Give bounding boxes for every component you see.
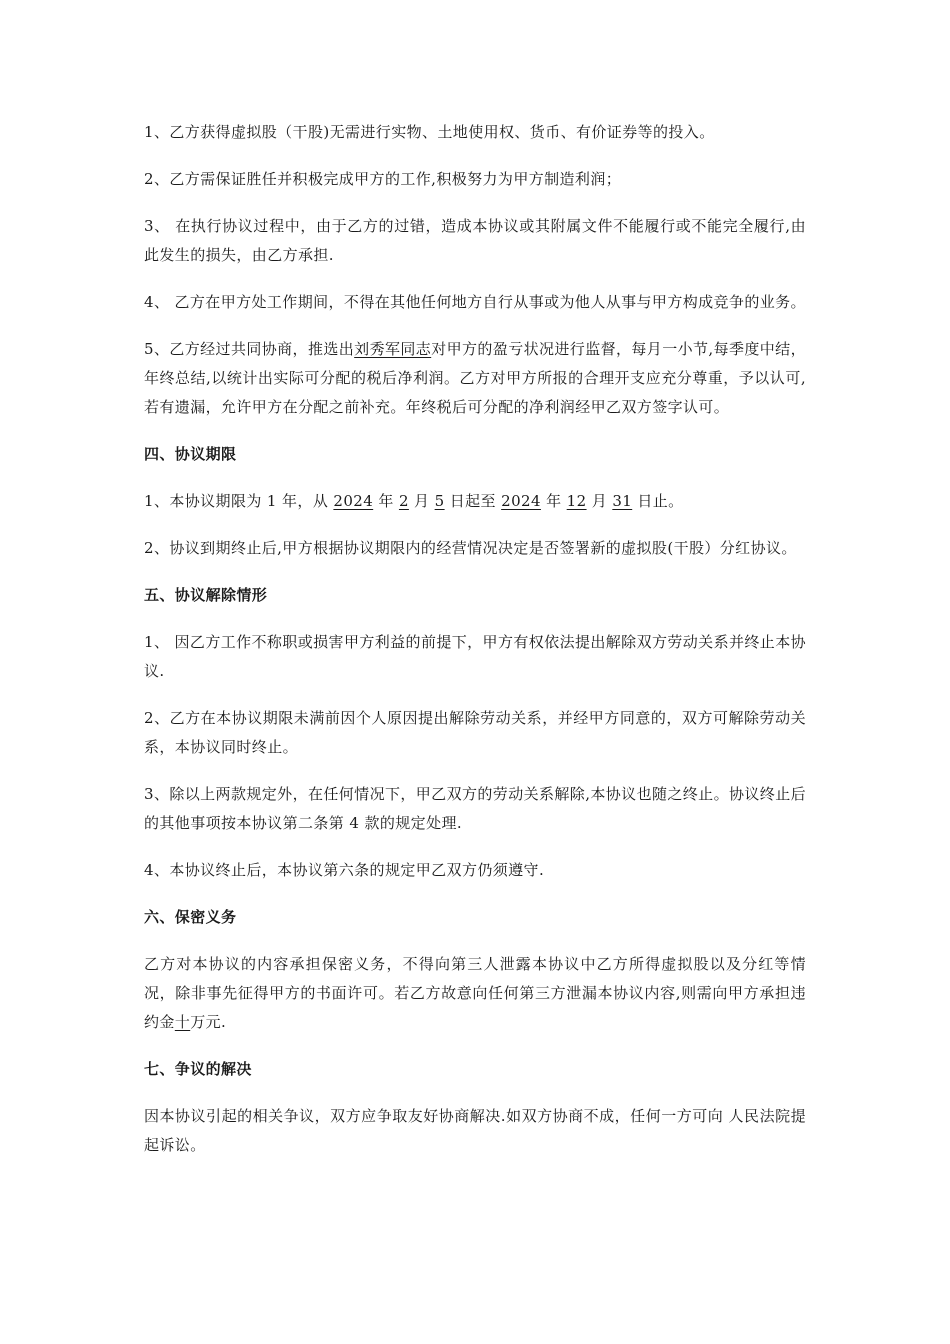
section-5-heading: 五、协议解除情形 <box>144 586 268 604</box>
confidentiality-text: 乙方对本协议的内容承担保密义务，不得向第三人泄露本协议中乙方所得虚拟股以及分红等情况，除非事先征得甲方的书面许可。若乙方故意向任何第三方泄漏本协议内容,则需向甲方承担违约金 <box>144 955 806 1031</box>
start-day: 5 <box>434 492 445 510</box>
term-text: 年 <box>373 492 399 510</box>
clause-3-item-1: 1、乙方获得虚拟股（干股)无需进行实物、土地使用权、货币、有价证券等的投入。 <box>144 123 715 141</box>
section-4-heading: 四、协议期限 <box>144 445 237 463</box>
clause-3-item-3: 3、 在执行协议过程中，由于乙方的过错，造成本协议或其附属文件不能履行或不能完全履行,由此发生的损失，由乙方承担. <box>144 217 806 264</box>
supervisor-name: 刘秀军同志 <box>354 340 432 358</box>
clause-3-item-4: 4、 乙方在甲方处工作期间，不得在其他任何地方自行从事或为他人从事与甲方构成竞争的业务。 <box>144 293 806 311</box>
term-text: 月 <box>586 492 613 510</box>
term-text: 月 <box>408 492 435 510</box>
term-text: 1、本协议期限为 1 年，从 <box>144 492 334 510</box>
clause-4-item-1 <box>144 487 806 516</box>
end-day: 31 <box>612 492 633 510</box>
start-year: 2024 <box>333 492 374 510</box>
term-text: 日止。 <box>632 492 684 510</box>
confidentiality-text-end: 万元. <box>190 1013 227 1031</box>
term-text: 日起至 <box>444 492 502 510</box>
section-6-heading: 六、保密义务 <box>144 908 237 926</box>
clause-3-item-5-pre: 5、乙方经过共同协商，推选出 <box>144 340 355 358</box>
clause-5-item-3: 3、除以上两款规定外，在任何情况下，甲乙双方的劳动关系解除,本协议也随之终止。协议终止后的其他事项按本协议第二条第 4 款的规定处理. <box>144 785 806 832</box>
clause-3-item-2: 2、乙方需保证胜任并积极完成甲方的工作,积极努力为甲方制造利润； <box>144 170 622 188</box>
section-7-heading: 七、争议的解决 <box>144 1060 252 1078</box>
end-month: 12 <box>566 492 587 510</box>
clause-5-item-1: 1、 因乙方工作不称职或损害甲方利益的前提下，甲方有权依法提出解除双方劳动关系并终止本协议. <box>144 633 806 680</box>
start-month: 2 <box>398 492 409 510</box>
term-text: 年 <box>540 492 567 510</box>
clause-7-text: 因本协议引起的相关争议，双方应争取友好协商解决.如双方协商不成，任何一方可向 人民法院提起诉讼。 <box>144 1107 806 1154</box>
clause-3-item-5 <box>144 335 806 422</box>
clause-4-item-2: 2、协议到期终止后,甲方根据协议期限内的经营情况决定是否签署新的虚拟股(干股）分红协议。 <box>144 539 797 557</box>
clause-3-item-5-post: 对甲方的盈亏状况进行监督，每月一小节,每季度中结，年终总结,以统计出实际可分配的税后净利润。乙方对甲方所报的合理开支应充分尊重，予以认可,若有遗漏，允许甲方在分配之前补充。年终税后可分配的净利润经甲乙双方签字认可。 <box>144 340 806 416</box>
clause-5-item-2: 2、乙方在本协议期限未满前因个人原因提出解除劳动关系，并经甲方同意的，双方可解除劳动关系，本协议同时终止。 <box>144 709 806 756</box>
end-year: 2024 <box>501 492 541 510</box>
penalty-amount: 十 <box>174 1013 191 1031</box>
clause-6-text <box>144 950 806 1037</box>
clause-5-item-4: 4、本协议终止后，本协议第六条的规定甲乙双方仍须遵守. <box>144 861 545 879</box>
